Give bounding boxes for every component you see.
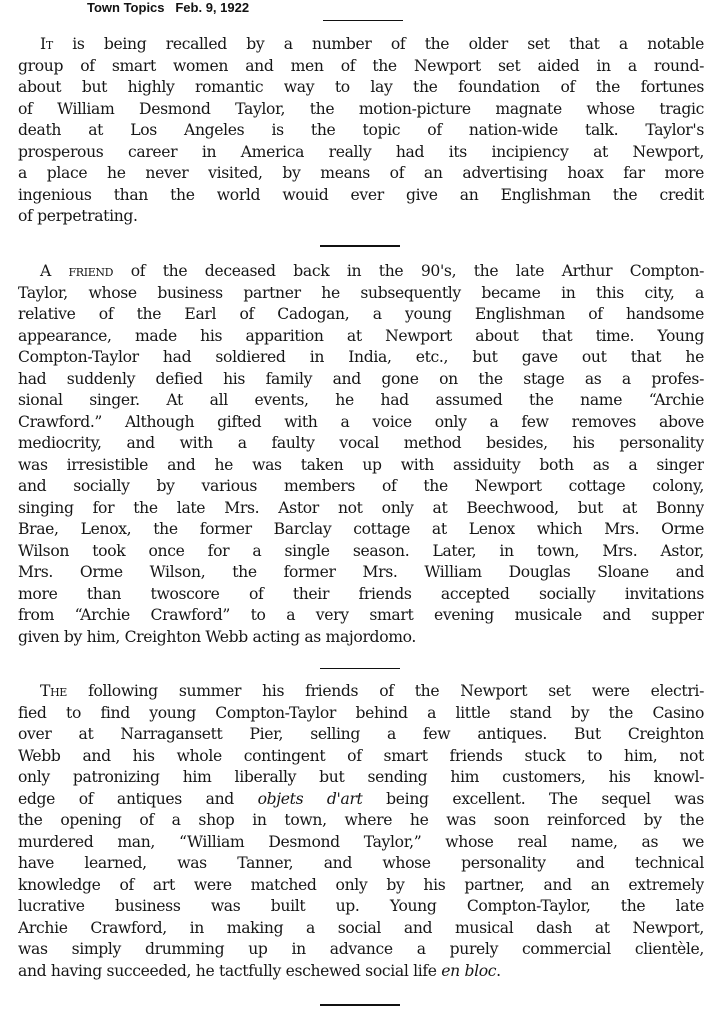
paragraph-line: fied to find young Compton-Taylor behind a little stand by the Casino [18,703,704,722]
lead-in: A friend [40,262,114,280]
paragraph-line: over at Narragansett Pier, selling a few antiques. But Creighton [18,725,704,743]
paragraph-line: prosperous career in America really had its incipiency at Newport, [18,142,704,161]
paragraph-line: a place he never visited, by means of an advertising hoax far more [18,164,704,182]
paragraph-line: Wilson took once for a single season. Later, in town, Mrs. Astor, [18,541,704,560]
paragraph-line: Crawford.” Although gifted with a voice only a few removes above [18,412,704,431]
paragraph-3 [18,681,704,982]
paragraph-line: Brae, Lenox, the former Barclay cottage at Lenox which Mrs. Orme [18,520,704,538]
publication-name: Town Topics [87,0,165,15]
paragraph-line: and having succeeded, he tactfully eschewed social life en bloc. [18,961,501,980]
paragraph-line: more than twoscore of their friends accepted socially invitations [18,584,704,603]
paragraph-line: group of smart women and men of the Newport set aided in a round- [18,56,704,75]
paragraph-line: A friend of the deceased back in the 90's, the late Arthur Compton- [40,262,704,280]
paragraph-line: only patronizing him liberally but sending him customers, his knowl- [18,768,704,786]
paragraph-line: was simply drumming up in advance a purely commercial clientèle, [18,940,704,958]
lead-in: It [40,35,53,53]
divider-2 [320,668,400,669]
italic-phrase: objets d'art [257,789,363,808]
paragraph-line: of perpetrating. [18,207,138,225]
paragraph-line: have learned, was Tanner, and whose personality and technical [18,854,704,872]
publication-date: Feb. 9, 1922 [175,0,250,15]
page-header [87,0,249,15]
paragraph-line: from “Archie Crawford” to a very smart evening musicale and supper [18,606,704,624]
divider-1 [320,245,400,247]
paragraph-line: and socially by various members of the Newport cottage colony, [18,477,704,495]
paragraph-line: had suddenly defied his family and gone on the stage as a profes- [18,369,704,388]
italic-phrase: en bloc [441,961,497,980]
paragraph-line: mediocrity, and with a faulty vocal method besides, his personality [18,434,704,452]
divider-3 [320,1004,400,1006]
paragraph-line: of William Desmond Taylor, the motion-picture magnate whose tragic [18,99,704,118]
paragraph-line: edge of antiques and objets d'art being excellent. The sequel was [18,789,704,808]
lead-in: The [40,682,67,700]
paragraph-line: It is being recalled by a number of the older set that a notable [40,35,704,53]
paragraph-line: given by him, Creighton Webb acting as majordomo. [18,627,417,646]
paragraph-line: was irresistible and he was taken up with assiduity both as a singer [18,455,704,474]
paragraph-line: Webb and his whole contingent of smart friends stuck to him, not [18,746,704,765]
paragraph-1 [18,34,704,228]
paragraph-line: lucrative business was built up. Young Compton-Taylor, the late [18,897,704,915]
paragraph-line: relative of the Earl of Cadogan, a young Englishman of handsome [18,305,704,323]
paragraph-line: the opening of a shop in town, where he was soon reinforced by the [18,811,704,829]
paragraph-line: singing for the late Mrs. Astor not only at Beechwood, but at Bonny [18,498,704,517]
paragraph-line: death at Los Angeles is the topic of nation-wide talk. Taylor's [18,121,704,139]
paragraph-line: about but highly romantic way to lay the foundation of the fortunes [18,78,704,96]
paragraph-line: The following summer his friends of the Newport set were electri- [40,682,704,700]
paragraph-line: ingenious than the world wouid ever give an Englishman the credit [18,185,704,204]
paragraph-line: sional singer. At all events, he had assumed the name “Archie [18,391,704,409]
divider-top [323,20,403,21]
paragraph-line: Compton-Taylor had soldiered in India, etc., but gave out that he [18,348,704,366]
paragraph-line: murdered man, “William Desmond Taylor,” whose real name, as we [18,832,704,851]
paragraph-line: Mrs. Orme Wilson, the former Mrs. William Douglas Sloane and [18,563,704,581]
paragraph-line: Archie Crawford, in making a social and musical dash at Newport, [18,918,704,937]
paragraph-line: appearance, made his apparition at Newport about that time. Young [18,326,704,345]
paragraph-line: Taylor, whose business partner he subsequently became in this city, a [18,283,704,302]
paragraph-2 [18,261,704,648]
paragraph-line: knowledge of art were matched only by his partner, and an extremely [18,875,704,894]
